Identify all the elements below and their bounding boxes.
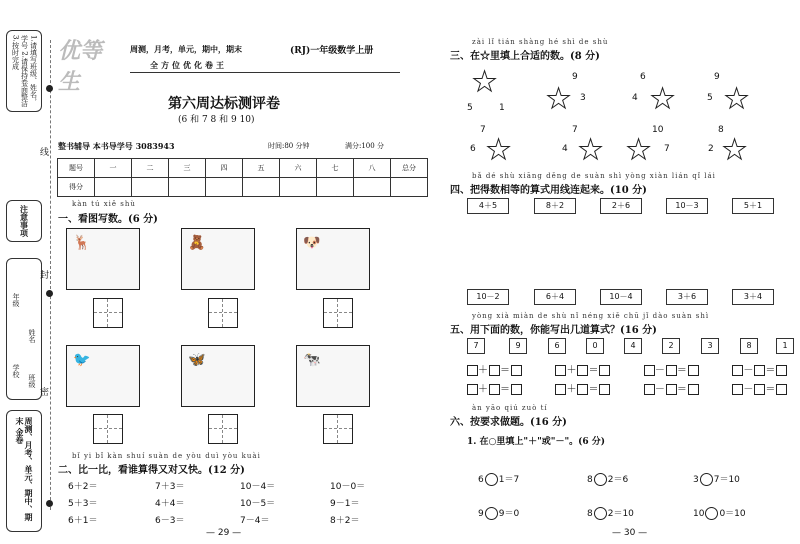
- answer-box[interactable]: [93, 414, 123, 444]
- score-cell: 总分: [391, 159, 428, 178]
- score-table: [57, 158, 428, 197]
- page-subtitle: (6 和 7 8 和 9 10): [178, 115, 255, 125]
- score-input[interactable]: [317, 178, 354, 197]
- school-label: 学校: [12, 364, 20, 378]
- star-icon[interactable]: ★: [650, 82, 676, 115]
- star-left-number: 5: [467, 103, 473, 113]
- picture-dogs: [296, 228, 370, 290]
- brand-side-box: [6, 410, 42, 532]
- star-left-number: 4: [562, 144, 568, 154]
- apple-icon[interactable]: [485, 473, 498, 486]
- operand-b: 9＝0: [498, 509, 520, 519]
- score-input[interactable]: [391, 178, 428, 197]
- score-input[interactable]: [169, 178, 206, 197]
- star-left-number: 7: [664, 144, 670, 154]
- picture-butterflies: [181, 345, 255, 407]
- page-title: 第六周达标测评卷: [168, 96, 280, 112]
- score-cell: 六: [280, 159, 317, 178]
- star-top-number: 6: [640, 72, 646, 82]
- bear-icon: 🧸: [188, 235, 206, 251]
- picture-cows: [296, 345, 370, 407]
- star-top-number: 7: [572, 125, 578, 135]
- student-info-box: [6, 258, 42, 400]
- equation: 4＋4＝: [155, 499, 185, 509]
- picture-deer: [66, 228, 140, 290]
- operand-b: 2＝6: [607, 475, 629, 485]
- number-card: 4: [624, 338, 642, 354]
- section6-sub1: 1. 在○里填上"＋"或"－"。(6 分): [467, 437, 606, 447]
- section1-pinyin: kàn tú xiě shù: [72, 200, 136, 208]
- picture-birds: [66, 345, 140, 407]
- section1-title: 一、看图写数。(6 分): [58, 214, 158, 225]
- page-number-left: — 29 —: [206, 528, 242, 538]
- star-icon[interactable]: ★: [472, 65, 498, 98]
- star-left-number: 4: [632, 93, 638, 103]
- star-icon[interactable]: ★: [722, 133, 748, 166]
- answer-box[interactable]: [208, 298, 238, 328]
- expression-box-bottom[interactable]: 10－2: [467, 289, 509, 305]
- brand-logo: 优等生: [58, 38, 103, 95]
- operand-a: 8: [587, 509, 593, 519]
- score-cell: 五: [243, 159, 280, 178]
- name-label: 姓名: [28, 329, 36, 343]
- score-input[interactable]: [280, 178, 317, 197]
- section3-pinyin: zài lǐ tián shàng hé shì de shù: [472, 38, 609, 46]
- binding-line: [50, 40, 51, 510]
- number-card: 0: [586, 338, 604, 354]
- operand-b: 0＝10: [719, 509, 746, 519]
- equation: 8＋2＝: [330, 516, 360, 526]
- equation-blanks-row-1[interactable]: ＋ ＝ ＋ ＝ － ＝ － ＝: [467, 361, 787, 376]
- equation: 6＋2＝: [68, 482, 98, 492]
- answer-box[interactable]: [208, 414, 238, 444]
- apple-icon[interactable]: [485, 507, 498, 520]
- expression-box-top[interactable]: 10－3: [666, 198, 708, 214]
- star-top-number: 7: [480, 125, 486, 135]
- number-card: 6: [548, 338, 566, 354]
- section4-title: 四、把得数相等的算式用线连起来。(10 分): [450, 185, 647, 196]
- operand-b: 7＝10: [713, 475, 740, 485]
- operand-a: 9: [478, 509, 484, 519]
- line-char-3: 密: [40, 388, 50, 398]
- header-rule: [130, 72, 400, 73]
- apple-icon[interactable]: [705, 507, 718, 520]
- expression-box-top[interactable]: 2＋6: [600, 198, 642, 214]
- score-cell: 题号: [58, 159, 95, 178]
- operand-a: 10: [693, 509, 705, 519]
- number-card: 2: [662, 338, 680, 354]
- star-left-number: 5: [707, 93, 713, 103]
- equation: 7＋3＝: [155, 482, 185, 492]
- score-cell: 三: [169, 159, 206, 178]
- notes-label-box: [6, 200, 42, 242]
- operand-a: 6: [478, 475, 484, 485]
- star-top-number: 10: [652, 125, 664, 135]
- apple-icon[interactable]: [700, 473, 713, 486]
- picture-bears: [181, 228, 255, 290]
- star-icon[interactable]: ★: [578, 133, 604, 166]
- score-header-row: [58, 159, 428, 178]
- number-card: 1: [776, 338, 794, 354]
- brand-line2: 全方位优化卷王: [150, 60, 227, 70]
- star-top-number: 8: [718, 125, 724, 135]
- binding-sidebar: [6, 30, 42, 540]
- page-number-right: — 30 —: [612, 528, 648, 538]
- section2-title: 二、比一比，看谁算得又对又快。(12 分): [58, 465, 245, 476]
- butterfly-icon: 🦋: [188, 352, 206, 368]
- expression-box-bottom[interactable]: 6＋4: [534, 289, 576, 305]
- operand-a: 3: [693, 475, 699, 485]
- line-char-1: 线: [40, 148, 50, 158]
- expression-box-bottom[interactable]: 3＋6: [666, 289, 708, 305]
- star-icon[interactable]: ★: [486, 133, 512, 166]
- section5-pinyin: yòng xià miàn de shù nǐ néng xiě chū jǐ dào suàn shì: [472, 312, 710, 320]
- full-score: 满分:100 分: [345, 142, 384, 150]
- star-left-number: 6: [470, 144, 476, 154]
- score-input[interactable]: [243, 178, 280, 197]
- operand-b: 2＝10: [607, 509, 634, 519]
- equation: 6＋1＝: [68, 516, 98, 526]
- equation: 6－3＝: [155, 516, 185, 526]
- equation: 5＋3＝: [68, 499, 98, 509]
- section6-pinyin: àn yāo qiú zuò tí: [472, 404, 548, 412]
- binding-hole: [46, 500, 53, 507]
- expression-box-top[interactable]: 4＋5: [467, 198, 509, 214]
- score-input[interactable]: [95, 178, 132, 197]
- star-icon[interactable]: ★: [546, 82, 572, 115]
- number-card: 8: [740, 338, 758, 354]
- equation: 9－1＝: [330, 499, 360, 509]
- fill-sign-equation: [693, 506, 746, 520]
- fill-sign-equation: [478, 472, 519, 486]
- cow-icon: 🐄: [303, 352, 321, 368]
- score-input[interactable]: [206, 178, 243, 197]
- star-top-number: 9: [714, 72, 720, 82]
- star-right-number: 3: [580, 93, 586, 103]
- score-input[interactable]: [354, 178, 391, 197]
- star-left-number: 2: [708, 144, 714, 154]
- section2-pinyin: bǐ yi bǐ kàn shuí suàn de yòu duì yòu kuài: [72, 452, 261, 460]
- class-label: 班级: [28, 374, 36, 388]
- section5-title: 五、用下面的数，你能写出几道算式？(16 分): [450, 325, 657, 336]
- score-cell: 四: [206, 159, 243, 178]
- expression-box-top[interactable]: 5＋1: [732, 198, 774, 214]
- expression-box-top[interactable]: 8＋2: [534, 198, 576, 214]
- section3-title: 三、在☆里填上合适的数。(8 分): [450, 51, 600, 62]
- apple-icon[interactable]: [594, 507, 607, 520]
- operand-b: 1＝7: [498, 475, 520, 485]
- dog-icon: 🐶: [303, 235, 321, 251]
- score-cell: 八: [354, 159, 391, 178]
- operand-a: 8: [587, 475, 593, 485]
- line-char-2: 封: [40, 271, 50, 281]
- edition-label: (RJ)一年级数学上册: [290, 46, 374, 56]
- fill-sign-equation: [587, 506, 634, 520]
- guide-number: 整书辅导 本书导学号 3083943: [58, 141, 175, 151]
- score-value-row: [58, 178, 428, 197]
- answer-box[interactable]: [323, 414, 353, 444]
- number-card: 9: [509, 338, 527, 354]
- notes-label: 注意事项: [19, 205, 30, 237]
- equation: 10－0＝: [330, 482, 366, 492]
- expression-box-bottom[interactable]: 10－4: [600, 289, 642, 305]
- expression-box-bottom[interactable]: 3＋4: [732, 289, 774, 305]
- exam-time: 时间:80 分钟: [268, 142, 310, 150]
- fill-sign-equation: [478, 506, 519, 520]
- deer-icon: 🦌: [73, 235, 91, 251]
- grade-label: 年级: [12, 293, 20, 307]
- score-row-label: 得分: [58, 178, 95, 197]
- star-top-number: 9: [572, 72, 578, 82]
- equation: 10－4＝: [240, 482, 276, 492]
- brand-side-text: 周测、月考、单元、期中、期末 金卷: [15, 417, 34, 521]
- number-card: 7: [467, 338, 485, 354]
- brand-line1: 周测，月考，单元，期中，期末: [130, 44, 242, 54]
- score-input[interactable]: [132, 178, 169, 197]
- star-right-number: 1: [499, 103, 505, 113]
- equation: 10－5＝: [240, 499, 276, 509]
- answer-box[interactable]: [323, 298, 353, 328]
- answer-box[interactable]: [93, 298, 123, 328]
- bird-icon: 🐦: [73, 352, 91, 368]
- notice-box: [6, 30, 42, 112]
- equation: 7－4＝: [240, 516, 270, 526]
- section4-pinyin: bǎ dé shù xiāng děng de suàn shì yòng xiàn lián qǐ lái: [472, 172, 716, 180]
- score-cell: 一: [95, 159, 132, 178]
- star-icon[interactable]: ★: [724, 82, 750, 115]
- apple-icon[interactable]: [594, 473, 607, 486]
- fill-sign-equation: [693, 472, 740, 486]
- notice-text: 1.请填写班级、姓名，学号 2.请保持卷面整洁 3.按时完成: [11, 35, 38, 107]
- number-card: 3: [701, 338, 719, 354]
- binding-hole: [46, 85, 53, 92]
- star-icon[interactable]: ★: [626, 133, 652, 166]
- binding-hole: [46, 290, 53, 297]
- score-cell: 二: [132, 159, 169, 178]
- equation-blanks-row-2[interactable]: ＋ ＝ ＋ ＝ － ＝ － ＝: [467, 380, 787, 395]
- section6-title: 六、按要求做题。(16 分): [450, 417, 567, 428]
- score-cell: 七: [317, 159, 354, 178]
- fill-sign-equation: [587, 472, 628, 486]
